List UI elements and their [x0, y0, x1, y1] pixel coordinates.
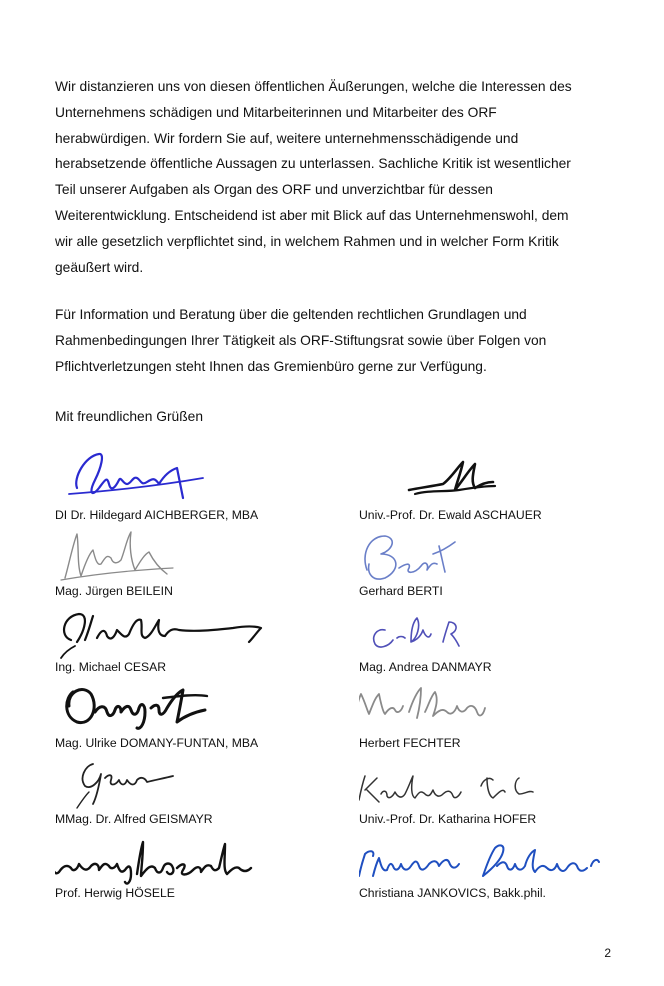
paragraph-line: Weiterentwicklung. Entscheidend ist aber mit Blick auf das Unternehmenswohl, dem: [55, 207, 569, 223]
signatory-aschauer: [359, 448, 649, 522]
signatory-aichberger: [55, 448, 345, 522]
closing-salutation: Mit freundlichen Grüßen: [55, 409, 203, 424]
paragraph-line: herabsetzende öffentliche Aussagen zu unterlassen. Sachliche Kritik ist wesentlicher: [55, 156, 571, 172]
paragraph-line: Teil unserer Aufgaben als Organ des ORF und unverzichtbar für dessen: [55, 182, 493, 198]
signatory-jankovics: [359, 830, 649, 900]
signatory-name: Ing. Michael CESAR: [55, 660, 167, 674]
paragraph-line: Pflichtverletzungen steht Ihnen das Gremienbüro gerne zur Verfügung.: [55, 358, 487, 374]
signatory-name: Mag. Jürgen BEILEIN: [55, 584, 173, 598]
signatory-hoesele: [55, 830, 345, 900]
signatory-name: Univ.-Prof. Dr. Ewald ASCHAUER: [359, 508, 542, 522]
signatory-fechter: [359, 672, 649, 750]
body-paragraph-2: [55, 302, 615, 379]
paragraph-line: Für Information und Beratung über die geltenden rechtlichen Grundlagen und: [55, 307, 527, 322]
signatory-name: Mag. Andrea DANMAYR: [359, 660, 492, 674]
signatory-name: DI Dr. Hildegard AICHBERGER, MBA: [55, 508, 259, 522]
handwritten-signature: [55, 756, 215, 810]
paragraph-line: Rahmenbedingungen Ihrer Tätigkeit als ORF-Stiftungsrat sowie über Folgen von: [55, 332, 547, 348]
handwritten-signature: [359, 672, 519, 734]
signatory-cesar: [55, 600, 345, 674]
handwritten-signature: [55, 524, 215, 584]
signatory-name: Prof. Herwig HÖSELE: [55, 886, 175, 900]
paragraph-line: wir alle gesetzlich verpflichtet sind, in welchem Rahmen und in welcher Form Kritik: [55, 233, 559, 249]
signatory-name: Univ.-Prof. Dr. Katharina HOFER: [359, 812, 537, 826]
signatory-beilein: [55, 524, 345, 598]
signatory-name: Gerhard BERTI: [359, 584, 443, 598]
handwritten-signature: [55, 672, 235, 734]
signatory-name: Christiana JANKOVICS, Bakk.phil.: [359, 886, 546, 900]
signatory-domany-funtan: [55, 672, 345, 750]
handwritten-signature: [55, 600, 275, 660]
handwritten-signature: [359, 756, 559, 810]
handwritten-signature: [359, 448, 519, 506]
signatory-name: Herbert FECHTER: [359, 736, 461, 750]
signatory-name: MMag. Dr. Alfred GEISMAYR: [55, 812, 213, 826]
paragraph-line: Unternehmens schädigen und Mitarbeiterinnen und Mitarbeiter des ORF: [55, 104, 497, 120]
paragraph-line: Wir distanzieren uns von diesen öffentlichen Äußerungen, welche die Interessen des: [55, 79, 572, 94]
signatory-hofer: [359, 756, 649, 826]
handwritten-signature: [55, 830, 275, 886]
handwritten-signature: [359, 830, 609, 886]
paragraph-line: geäußert wird.: [55, 259, 144, 275]
handwritten-signature: [359, 524, 479, 584]
signatory-danmayr: [359, 600, 649, 674]
handwritten-signature: [55, 448, 215, 506]
signatory-berti: [359, 524, 649, 598]
paragraph-line: herabwürdigen. Wir fordern Sie auf, weitere unternehmensschädigende und: [55, 130, 519, 146]
body-paragraph-1: [55, 74, 615, 280]
signatory-geismayr: [55, 756, 345, 826]
signatory-name: Mag. Ulrike DOMANY-FUNTAN, MBA: [55, 736, 259, 750]
page-number: 2: [604, 946, 611, 960]
handwritten-signature: [359, 600, 479, 660]
